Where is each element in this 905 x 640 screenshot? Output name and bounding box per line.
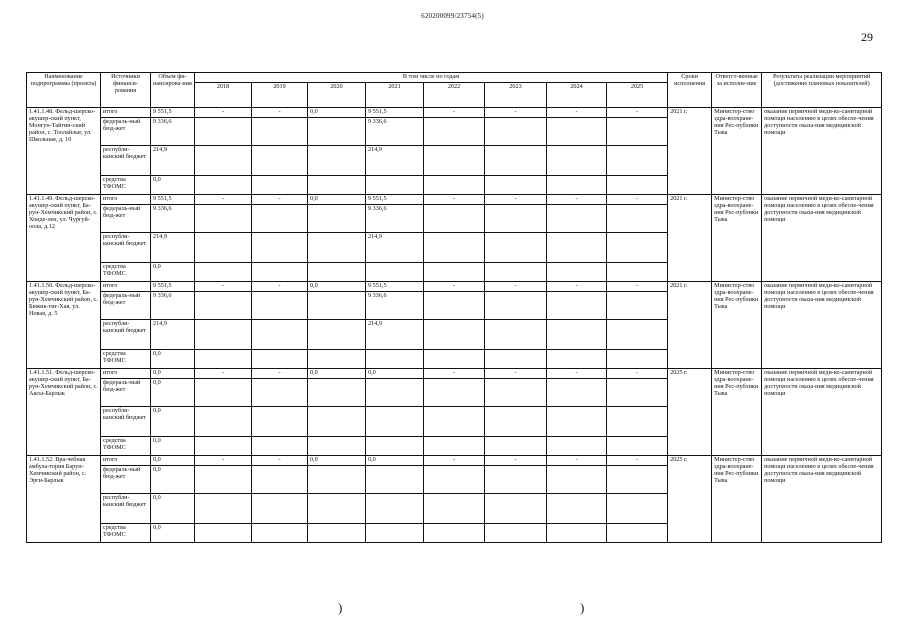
funding-volume: 214,9 [151, 319, 195, 349]
year-value [547, 175, 607, 194]
footer-mark: ) [580, 600, 585, 615]
year-value [308, 523, 366, 542]
year-value [607, 319, 668, 349]
project-name: 1.41.1.50. Фельд-шерско-акушер-ский пункт, Ба-рун-Хемчикский район, с. Бижик-тиг-Хая, ул. Новая, д. 5 [27, 281, 101, 368]
year-value [424, 175, 485, 194]
header-year: 2018 [195, 82, 252, 107]
year-value: - [485, 455, 547, 465]
year-value [252, 436, 308, 455]
execution-term: 2025 г. [668, 368, 712, 455]
year-value [424, 291, 485, 319]
year-value [366, 493, 424, 523]
responsible: Министер-ство здра-воохране-ния Рес-публики Тыва [712, 107, 762, 194]
year-value [485, 436, 547, 455]
year-value: 9 551,5 [366, 194, 424, 204]
year-value [607, 291, 668, 319]
year-value: - [252, 194, 308, 204]
year-value: 0,0 [308, 107, 366, 117]
year-value: 214,9 [366, 319, 424, 349]
year-value [424, 378, 485, 406]
year-value [252, 204, 308, 232]
year-value [195, 436, 252, 455]
year-value [252, 145, 308, 175]
year-value [607, 378, 668, 406]
year-value [547, 436, 607, 455]
year-value: - [607, 107, 668, 117]
year-value: - [424, 194, 485, 204]
year-value: 0,0 [308, 281, 366, 291]
header-year: 2023 [485, 82, 547, 107]
year-value: - [485, 194, 547, 204]
header-results: Результаты реализации мероприятий (достижение плановых показателей) [762, 73, 882, 108]
year-value [195, 378, 252, 406]
year-value: - [195, 281, 252, 291]
year-value [308, 465, 366, 493]
year-value [607, 523, 668, 542]
year-value [547, 291, 607, 319]
year-value: - [547, 281, 607, 291]
table-row [27, 194, 882, 204]
year-value: - [424, 368, 485, 378]
project-name: 1.41.1.49. Фельд-шерско-акушер-ский пункт, Ба-рун-Хемчикский район, с. Хонде-лен, ул. Чургуй-оола, д.12 [27, 194, 101, 281]
header-responsible: Ответст-венные за исполне-ние [712, 73, 762, 108]
year-value: - [485, 281, 547, 291]
year-value [308, 204, 366, 232]
year-value [424, 262, 485, 281]
year-value [424, 406, 485, 436]
year-value [547, 493, 607, 523]
year-value [252, 175, 308, 194]
year-value [607, 349, 668, 368]
project-name: 1.41.1.51. Фельд-шерско-акушер-ский пункт, Ба-рун-Хемчикский район, с. Аксы-Барлык [27, 368, 101, 455]
year-value [485, 465, 547, 493]
year-value [366, 406, 424, 436]
year-value [366, 523, 424, 542]
year-value [485, 406, 547, 436]
year-value: - [424, 455, 485, 465]
funding-volume: 0,0 [151, 349, 195, 368]
year-value [485, 319, 547, 349]
funding-volume: 0,0 [151, 493, 195, 523]
year-value [366, 378, 424, 406]
year-value [547, 378, 607, 406]
year-value [252, 378, 308, 406]
year-value [485, 117, 547, 145]
year-value [485, 204, 547, 232]
header-source: Источники финанси-рования [101, 73, 151, 108]
funding-source: средства ТФОМС [101, 523, 151, 542]
funding-volume: 0,0 [151, 436, 195, 455]
project-name: 1.41.1.48. Фельд-шерско-акушер-ский пункт, Монгун-Тайгин-ский район, с. Тоолайлыг, ул. Школьная, д. 10 [27, 107, 101, 194]
year-value: - [485, 107, 547, 117]
year-value [607, 145, 668, 175]
funding-volume: 0,0 [151, 378, 195, 406]
year-value [195, 465, 252, 493]
year-value [547, 204, 607, 232]
year-value [547, 262, 607, 281]
year-value [485, 349, 547, 368]
year-value: 9 336,6 [366, 204, 424, 232]
year-value [252, 232, 308, 262]
funding-source: средства ТФОМС [101, 436, 151, 455]
year-value [252, 319, 308, 349]
year-value [607, 204, 668, 232]
table-row [27, 281, 882, 291]
year-value [308, 262, 366, 281]
project-name: 1.41.1.52. Вра-чебная амбула-тория Барун-Хемчикский район, с. Эрги-Барлык [27, 455, 101, 542]
year-value [252, 523, 308, 542]
table-body [27, 107, 882, 542]
funding-source: итого [101, 281, 151, 291]
funding-volume: 9 551,5 [151, 281, 195, 291]
table-row [27, 368, 882, 378]
year-value [547, 465, 607, 493]
year-value: - [252, 368, 308, 378]
year-value [547, 117, 607, 145]
header-term: Сроки исполнения [668, 73, 712, 108]
year-value [195, 232, 252, 262]
year-value: - [195, 368, 252, 378]
year-value [195, 493, 252, 523]
year-value [424, 523, 485, 542]
funding-source: республи-канский бюджет [101, 232, 151, 262]
year-value [308, 319, 366, 349]
year-value [252, 406, 308, 436]
year-value [485, 175, 547, 194]
funding-source: республи-канский бюджет [101, 319, 151, 349]
header-year: 2024 [547, 82, 607, 107]
header-year: 2021 [366, 82, 424, 107]
header-year: 2019 [252, 82, 308, 107]
result: оказание первичной меди-ко-санитарной помощи населению в целях обеспе-чения доступности оказа-ния медицинской помощи [762, 281, 882, 368]
funding-source: республи-канский бюджет [101, 493, 151, 523]
table-row [27, 107, 882, 117]
year-value [195, 406, 252, 436]
year-value [485, 378, 547, 406]
funding-volume: 0,0 [151, 262, 195, 281]
year-value [308, 406, 366, 436]
funding-volume: 9 336,6 [151, 117, 195, 145]
table-row [27, 455, 882, 465]
year-value: 0,0 [366, 455, 424, 465]
year-value [607, 262, 668, 281]
funding-source: федераль-ный бюд-жет [101, 465, 151, 493]
year-value [252, 465, 308, 493]
funding-source: федераль-ный бюд-жет [101, 378, 151, 406]
year-value: 9 551,5 [366, 107, 424, 117]
year-value: - [252, 107, 308, 117]
year-value [366, 262, 424, 281]
funding-volume: 214,9 [151, 145, 195, 175]
responsible: Министер-ство здра-воохране-ния Рес-публики Тыва [712, 455, 762, 542]
funding-volume: 0,0 [151, 406, 195, 436]
year-value [195, 523, 252, 542]
funding-volume: 9 551,5 [151, 194, 195, 204]
year-value [195, 319, 252, 349]
year-value [308, 291, 366, 319]
year-value: - [195, 194, 252, 204]
year-value [308, 232, 366, 262]
responsible: Министер-ство здра-воохране-ния Рес-публики Тыва [712, 368, 762, 455]
year-value: - [547, 368, 607, 378]
funding-volume: 0,0 [151, 523, 195, 542]
header-volume: Объем фи-нансирова-ния [151, 73, 195, 108]
header-name: Наименование подпрограммы (проекта) [27, 73, 101, 108]
year-value [308, 117, 366, 145]
year-value [424, 349, 485, 368]
year-value: 0,0 [366, 368, 424, 378]
year-value [366, 465, 424, 493]
result: оказание первичной меди-ко-санитарной помощи населению в целях обеспе-чения доступности оказа-ния медицинской помощи [762, 194, 882, 281]
year-value: - [485, 368, 547, 378]
year-value [195, 204, 252, 232]
financing-table [26, 72, 882, 543]
year-value [424, 493, 485, 523]
year-value [252, 117, 308, 145]
year-value [195, 117, 252, 145]
footer-mark: ) [338, 600, 343, 615]
year-value [195, 291, 252, 319]
year-value [308, 349, 366, 368]
year-value [607, 436, 668, 455]
year-value: - [547, 455, 607, 465]
year-value [485, 493, 547, 523]
funding-source: итого [101, 194, 151, 204]
year-value: - [424, 281, 485, 291]
year-value [252, 349, 308, 368]
year-value [195, 349, 252, 368]
funding-source: средства ТФОМС [101, 349, 151, 368]
year-value [252, 262, 308, 281]
year-value [547, 145, 607, 175]
funding-volume: 0,0 [151, 368, 195, 378]
year-value [424, 436, 485, 455]
year-value [308, 175, 366, 194]
header-year: 2025 [607, 82, 668, 107]
year-value [485, 262, 547, 281]
funding-source: средства ТФОМС [101, 262, 151, 281]
year-value [424, 232, 485, 262]
year-value: - [607, 368, 668, 378]
funding-source: республи-канский бюджет [101, 145, 151, 175]
year-value: - [547, 194, 607, 204]
year-value: 9 336,6 [366, 117, 424, 145]
year-value [547, 349, 607, 368]
year-value [607, 406, 668, 436]
document-id: 620200099/23754(5) [421, 12, 484, 20]
year-value: 214,9 [366, 145, 424, 175]
year-value [366, 175, 424, 194]
year-value [366, 349, 424, 368]
funding-volume: 0,0 [151, 465, 195, 493]
year-value [424, 465, 485, 493]
year-value [308, 145, 366, 175]
year-value [485, 291, 547, 319]
execution-term: 2021 г. [668, 107, 712, 194]
year-value: - [547, 107, 607, 117]
result: оказание первичной меди-ко-санитарной помощи населению в целях обеспе-чения доступности оказа-ния медицинской помощи [762, 368, 882, 455]
year-value [308, 378, 366, 406]
year-value [424, 145, 485, 175]
year-value [547, 406, 607, 436]
funding-volume: 9 336,6 [151, 291, 195, 319]
year-value [607, 493, 668, 523]
funding-source: федераль-ный бюд-жет [101, 204, 151, 232]
year-value [485, 232, 547, 262]
funding-source: итого [101, 368, 151, 378]
result: оказание первичной меди-ко-санитарной помощи населению в целях обеспе-чения доступности оказа-ния медицинской помощи [762, 455, 882, 542]
year-value [607, 117, 668, 145]
year-value: 0,0 [308, 194, 366, 204]
funding-source: федераль-ный бюд-жет [101, 291, 151, 319]
year-value: 0,0 [308, 368, 366, 378]
year-value: 0,0 [308, 455, 366, 465]
year-value [547, 523, 607, 542]
funding-volume: 9 551,5 [151, 107, 195, 117]
year-value [252, 291, 308, 319]
year-value: 214,9 [366, 232, 424, 262]
header-years-group: В том числе по годам [195, 73, 668, 83]
year-value [424, 319, 485, 349]
funding-source: республи-канский бюджет [101, 406, 151, 436]
year-value: - [252, 281, 308, 291]
year-value [308, 436, 366, 455]
year-value: - [195, 455, 252, 465]
year-value [366, 436, 424, 455]
year-value [195, 145, 252, 175]
execution-term: 2025 г. [668, 455, 712, 542]
year-value [195, 175, 252, 194]
responsible: Министер-ство здра-воохране-ния Рес-публики Тыва [712, 194, 762, 281]
funding-volume: 0,0 [151, 455, 195, 465]
funding-source: итого [101, 107, 151, 117]
funding-source: федераль-ный бюд-жет [101, 117, 151, 145]
execution-term: 2021 г. [668, 281, 712, 368]
year-value: 9 551,5 [366, 281, 424, 291]
year-value: - [195, 107, 252, 117]
year-value: - [607, 281, 668, 291]
year-value [424, 204, 485, 232]
execution-term: 2021 г. [668, 194, 712, 281]
year-value [252, 493, 308, 523]
year-value: - [252, 455, 308, 465]
page-number: 29 [861, 30, 873, 44]
year-value [547, 319, 607, 349]
result: оказание первичной меди-ко-санитарной помощи населению в целях обеспе-чения доступности оказа-ния медицинской помощи [762, 107, 882, 194]
responsible: Министер-ство здра-воохране-ния Рес-публики Тыва [712, 281, 762, 368]
funding-source: итого [101, 455, 151, 465]
funding-volume: 214,9 [151, 232, 195, 262]
year-value [195, 262, 252, 281]
year-value: 9 336,6 [366, 291, 424, 319]
year-value [485, 145, 547, 175]
year-value [607, 232, 668, 262]
year-value: - [424, 107, 485, 117]
year-value [485, 523, 547, 542]
funding-source: средства ТФОМС [101, 175, 151, 194]
funding-volume: 0,0 [151, 175, 195, 194]
year-value [547, 232, 607, 262]
year-value: - [607, 194, 668, 204]
year-value [607, 175, 668, 194]
funding-volume: 9 336,6 [151, 204, 195, 232]
year-value [308, 493, 366, 523]
header-year: 2020 [308, 82, 366, 107]
header-year: 2022 [424, 82, 485, 107]
year-value [424, 117, 485, 145]
year-value [607, 465, 668, 493]
year-value: - [607, 455, 668, 465]
